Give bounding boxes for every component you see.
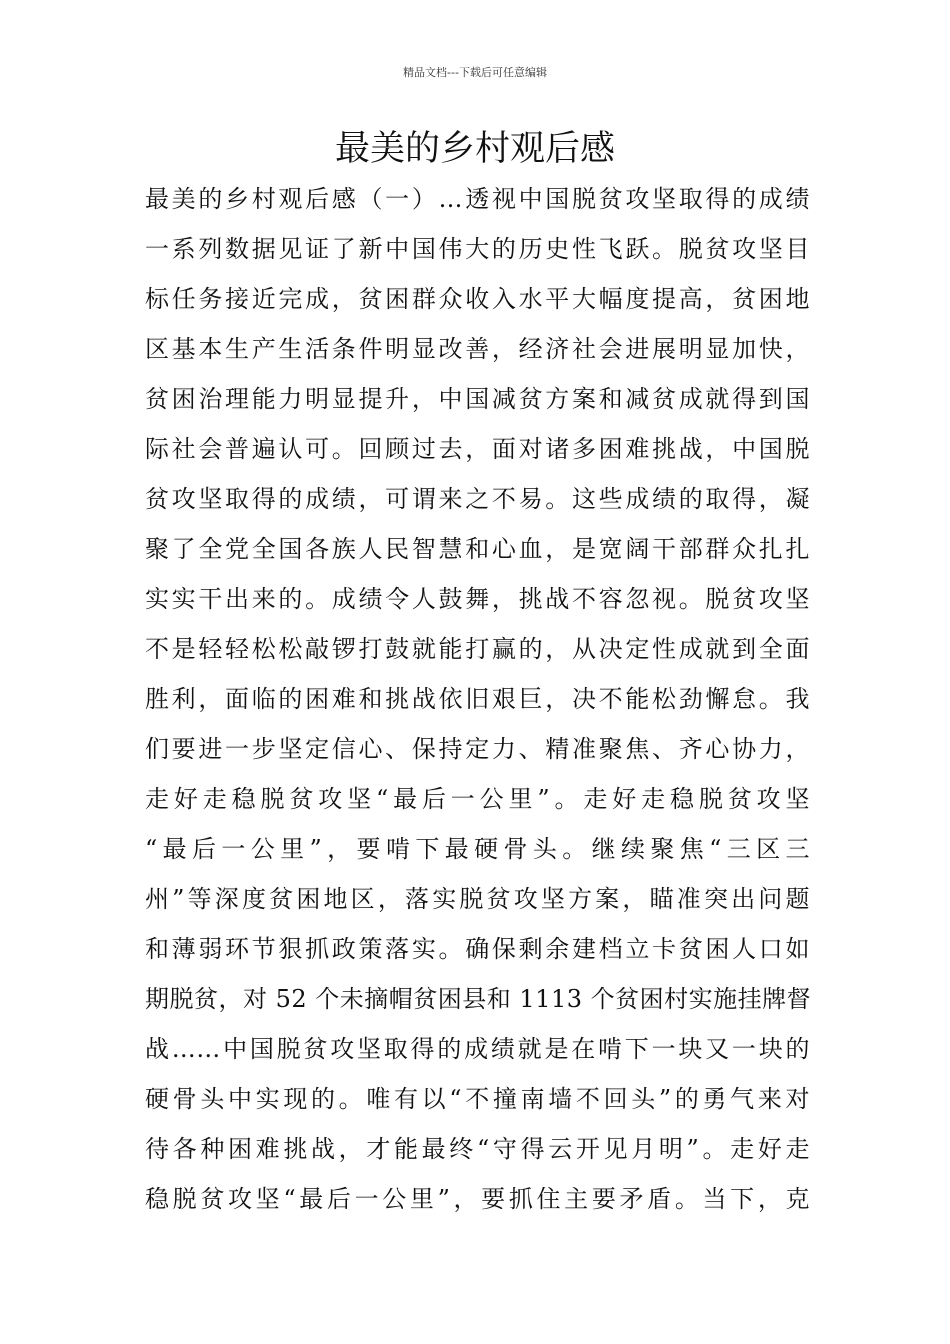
body-line: 州”等深度贫困地区，落实脱贫攻坚方案，瞄准突出问题 <box>145 885 810 913</box>
body-line: 最美的乡村观后感（一）…透视中国脱贫攻坚取得的成绩 <box>145 185 810 213</box>
body-line: 实实干出来的。成绩令人鼓舞，挑战不容忽视。脱贫攻坚 <box>145 585 810 613</box>
body-line: 区基本生产生活条件明显改善，经济社会进展明显加快， <box>145 335 810 363</box>
body-line: 走好走稳脱贫攻坚“最后一公里”。走好走稳脱贫攻坚 <box>145 785 810 813</box>
body-line: 稳脱贫攻坚“最后一公里”，要抓住主要矛盾。当下，克 <box>145 1185 810 1213</box>
document-body <box>145 174 810 1224</box>
page-header-note: 精品文档---下载后可任意编辑 <box>403 66 547 79</box>
body-line: 贫困治理能力明显提升，中国减贫方案和减贫成就得到国 <box>145 385 810 413</box>
body-line: 硬骨头中实现的。唯有以“不撞南墙不回头”的勇气来对 <box>145 1085 810 1113</box>
body-line: 待各种困难挑战，才能最终“守得云开见月明”。走好走 <box>145 1135 810 1163</box>
body-line: 胜利，面临的困难和挑战依旧艰巨，决不能松劲懈怠。我 <box>145 685 810 713</box>
body-line: 聚了全党全国各族人民智慧和心血，是宽阔干部群众扎扎 <box>145 535 810 563</box>
body-line: “最后一公里”，要啃下最硬骨头。继续聚焦“三区三 <box>145 835 810 863</box>
body-line: 不是轻轻松松敲锣打鼓就能打赢的，从决定性成就到全面 <box>145 635 810 663</box>
body-line: 一系列数据见证了新中国伟大的历史性飞跃。脱贫攻坚目 <box>145 235 810 263</box>
body-line: 际社会普遍认可。回顾过去，面对诸多困难挑战，中国脱 <box>145 435 810 463</box>
body-line: 贫攻坚取得的成绩，可谓来之不易。这些成绩的取得，凝 <box>145 485 810 513</box>
body-line: 们要进一步坚定信心、保持定力、精准聚焦、齐心协力， <box>145 735 810 763</box>
body-line: 战……中国脱贫攻坚取得的成绩就是在啃下一块又一块的 <box>145 1035 810 1063</box>
body-line: 和薄弱环节狠抓政策落实。确保剩余建档立卡贫困人口如 <box>145 935 810 963</box>
document-title: 最美的乡村观后感 <box>334 129 615 169</box>
body-line: 标任务接近完成，贫困群众收入水平大幅度提高，贫困地 <box>145 285 810 313</box>
body-line: 期脱贫，对 52 个未摘帽贫困县和 1113 个贫困村实施挂牌督 <box>145 985 812 1013</box>
